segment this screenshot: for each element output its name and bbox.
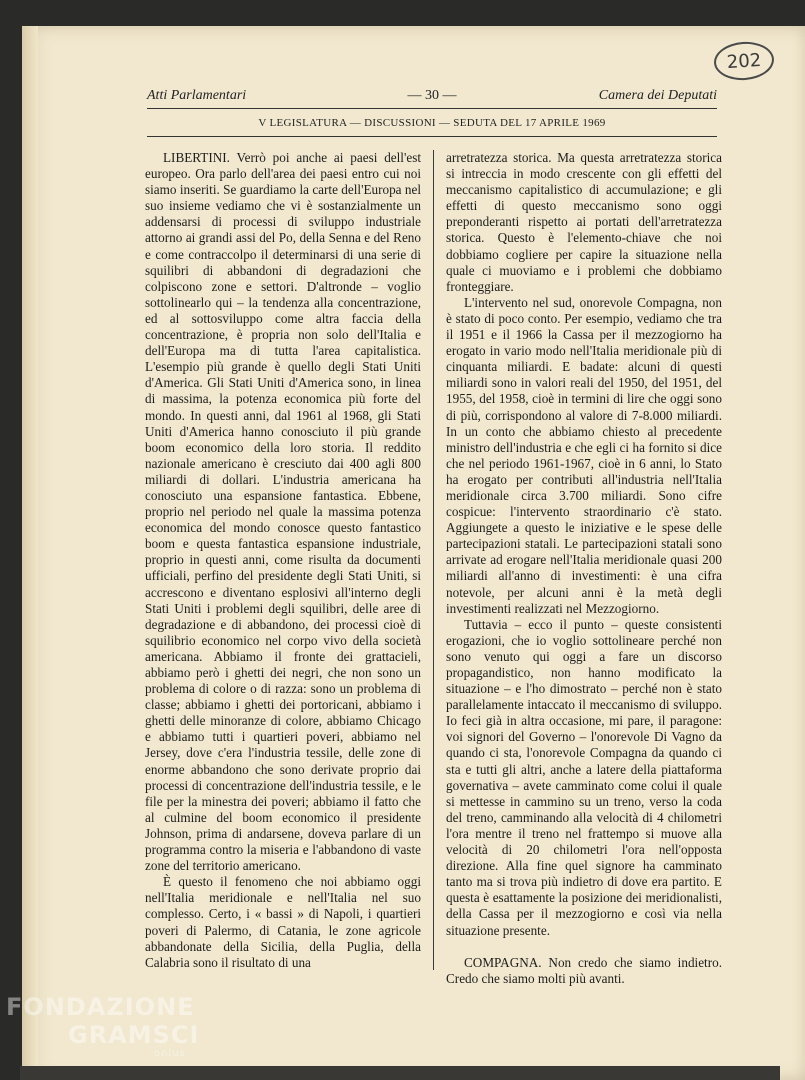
right-column [446, 150, 722, 987]
left-column [145, 150, 421, 971]
paragraph: arretratezza storica. Ma questa arretratezza storica si intreccia in modo crescente con gli effetti del meccanismo capitalistico di accumulazione; e gli effetti di questo meccanismo sono oggi preponderanti rispetto ai portati dell'arretratezza storica. Questo è l'elemento-chiave che noi dobbiamo cogliere per capire la situazione nella quale ci muoviamo e i problemi che dobbiamo fronteggiare. [446, 150, 722, 294]
paragraph: È questo il fenomeno che noi abbiamo oggi nell'Italia meridionale e nell'Italia nel suo complesso. Certo, i « bassi » di Napoli, i quartieri poveri di Palermo, di Catania, le zone agricole abbandonate della Sicilia, della Puglia, della Calabria sono il risultato di una [145, 874, 421, 970]
paragraph: COMPAGNA. Non credo che siamo indietro. Credo che siamo molti più avanti. [446, 954, 722, 986]
watermark-line3: onlus [154, 1048, 186, 1059]
watermark-logo [6, 993, 199, 1059]
header-rule-top [147, 108, 717, 109]
scan-border [20, 1066, 780, 1080]
header-page-number: — 30 — [407, 88, 457, 103]
watermark-line2: GRAMSCI [68, 1021, 200, 1049]
session-subtitle: V LEGISLATURA — DISCUSSIONI — SEDUTA DEL 17 APRILE 1969 [258, 117, 606, 129]
header-left: Atti Parlamentari [147, 88, 247, 103]
paragraph: Tuttavia – ecco il punto – queste consistenti erogazioni, che io voglio sottolineare perché non sono venuto qui oggi a fare un discorso propagandistico, non hanno modificato la situazione – e l'ho dimostrato – perché non è stato parallelamente intaccato il meccanismo di sviluppo. Io feci già in altra occasione, mi pare, il paragone: voi signori del Governo – l'onorevole Di Vagno da quando ci sta, l'onorevole Compagna da quando ci sta e tutti gli altri, anche a latere della piattaforma governativa – avete camminato come colui il quale si mettesse in cammino su un treno, verso la coda del treno, camminando alla velocità di 4 chilometri l'ora mentre il treno nel frattempo si muove alla velocità di 20 chilometri l'ora nell'opposta direzione. Alla fine quel signore ha camminato tanto ma si trova più indietro di dove era partito. E questa è esattamente la posizione dei meridionalisti, della Cassa per il mezzogiorno e così via nella situazione presente. [446, 616, 722, 938]
page-edge [22, 26, 38, 1080]
paragraph: L'intervento nel sud, onorevole Compagna, non è stato di poco conto. Per esempio, vediamo che tra il 1951 e il 1966 la Cassa per il mezzogiorno ha erogato in vario modo nell'Italia meridionale più di cinquanta miliardi. E badate: alcuni di questi miliardi sono in valori reali del 1950, del 1951, del 1955, del 1958, cioè in termini di lire che oggi sono di più, corrispondono al valore di 7-8.000 miliardi. In un conto che abbiamo chiesto al precedente ministro dell'industria e che egli ci ha fornito si dice che nel periodo 1961-1967, cioè in 6 anni, lo Stato ha erogato per contributi all'industria nell'Italia meridionale circa 3.700 miliardi. Sono cifre cospicue: l'intervento straordinario c'è stato. Aggiungete a questo le iniziative e le spese delle partecipazioni statali. Le partecipazioni statali sono arrivate ad erogare nell'Italia meridionale quasi 200 miliardi all'anno di investimenti: è una cifra notevole, per alcuni anni è la metà degli investimenti realizzati nel Mezzogiorno. [446, 294, 722, 616]
page-number-stamp: 202 [713, 40, 776, 82]
watermark-line1: FONDAZIONE [6, 993, 195, 1021]
header-rule-bottom [147, 136, 717, 137]
running-header [147, 88, 717, 108]
header-right: Camera dei Deputati [598, 88, 717, 103]
column-divider [433, 150, 434, 970]
paragraph: LIBERTINI. Verrò poi anche ai paesi dell'est europeo. Ora parlo dell'area dei paesi entro cui noi siamo inseriti. Se guardiamo la carte dell'Europa nel suo insieme vediamo che vi è sostanzialmente un addensarsi di processi di sviluppo industriale attorno ai grandi assi del Po, della Senna e del Reno e come contraccolpo il determinarsi di una serie di squilibri di abbandoni di degradazioni che colpiscono zone e settori. D'altronde – voglio sottolinearlo qui – la tendenza alla concentrazione, ed al sottosviluppo come altra faccia della concentrazione, è propria non solo dell'Italia e dell'Europa ma di tutta l'area capitalistica. L'esempio più grande è quello degli Stati Uniti d'America. Gli Stati Uniti d'America sono, in linea di massima, la potenza economica più forte del mondo. In questi anni, dal 1961 al 1968, gli Stati Uniti d'America hanno conosciuto il più grande boom economico della loro storia. Il reddito nazionale americano è cresciuto dai 400 agli 800 miliardi di dollari. L'industria americana ha conosciuto una espansione fantastica. Ebbene, proprio nel periodo nel quale la massima potenza economica del mondo conosce questo fantastico boom e questa fantastica espansione industriale, proprio in questi anni, come risulta da documenti ufficiali, perfino del presidente degli Stati Uniti, si accrescono e diventano esplosivi all'interno degli Stati Uniti i problemi degli squilibri, delle aree di degradazione e di abbandono, dei processi cioè di squilibrio economico nel corpo vivo della società americana. Abbiamo il fronte dei grattacieli, abbiamo però i ghetti dei negri, che non sono un problema di colore o di razza: sono un problema di classe; abbiamo i ghetti dei portoricani, abbiamo i ghetti delle minoranze di colore, abbiamo Chicago e abbiamo tutti i quartieri poveri, abbiamo nel Jersey, dove c'era l'industria tessile, delle zone di enorme abbandono che sono derivate proprio dai processi di concentrazione dell'industria tessile, e le file per la minestra dei poveri; abbiamo il fatto che al culmine del boom economico il presidente Johnson, prima di andarsene, doveva parlare di un programma contro la miseria e l'abbandono di vaste zone del territorio americano. [145, 150, 421, 874]
